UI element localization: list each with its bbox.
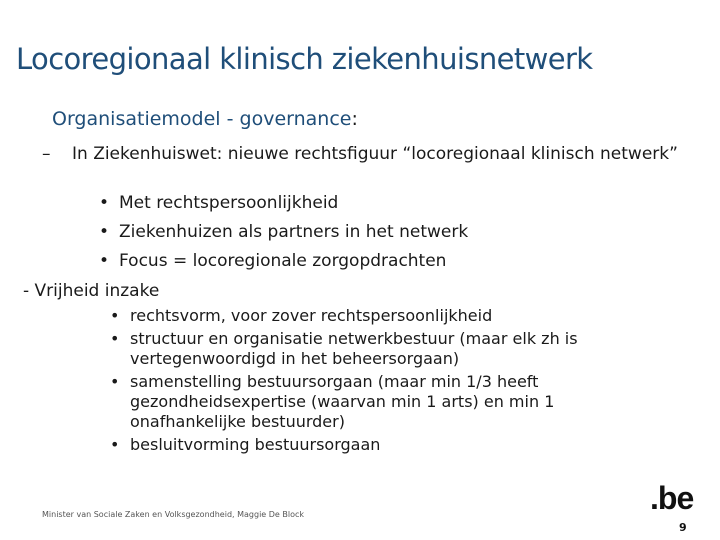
dash-marker: – — [42, 144, 51, 164]
point-1-item-text: Focus = locoregionale zorgopdrachten — [119, 251, 447, 271]
bullet-marker: • — [99, 193, 110, 213]
point-2-item-text: samenstelling bestuursorgaan (maar min 1/3 heeft gezondheidsexpertise (waarvan min 1 arts) en min 1 onafhankelijke bestuurder) — [130, 372, 555, 431]
bullet-marker: • — [99, 222, 110, 242]
point-1-item-text: Met rechtspersoonlijkheid — [119, 193, 339, 213]
subtitle-colon: : — [351, 108, 358, 130]
point-1-item-text: Ziekenhuizen als partners in het netwerk — [119, 222, 469, 242]
point-2-item — [110, 372, 630, 432]
bullet-marker: • — [110, 306, 120, 325]
point-1 — [42, 143, 702, 166]
point-2-item-text: structuur en organisatie netwerkbestuur (maar elk zh is vertegenwoordigd in het beheersorgaan) — [130, 329, 578, 368]
footer-credit: Minister van Sociale Zaken en Volksgezondheid, Maggie De Block — [42, 510, 305, 519]
point-2-item-text: besluitvorming bestuursorgaan — [130, 435, 381, 454]
bullet-marker: • — [110, 435, 120, 454]
bullet-marker: • — [99, 251, 110, 271]
bullet-marker: • — [110, 329, 120, 348]
point-1-item — [99, 192, 338, 215]
point-2-item — [110, 329, 630, 369]
point-2-item — [110, 306, 630, 326]
bullet-marker: • — [110, 372, 120, 391]
point-2-text: - Vrijheid inzake — [23, 281, 160, 301]
point-2-item-text: rechtsvorm, voor zover rechtspersoonlijkheid — [130, 306, 493, 325]
page-number: 9 — [679, 521, 687, 534]
slide-title: Locoregionaal klinisch ziekenhuisnetwerk — [16, 42, 593, 76]
point-1-item — [99, 250, 446, 273]
subtitle — [52, 108, 358, 130]
be-logo: .be — [650, 480, 694, 516]
subtitle-text: Organisatiemodel - governance — [52, 108, 352, 130]
point-1-text: In Ziekenhuiswet: nieuwe rechtsfiguur “locoregionaal klinisch netwerk” — [72, 144, 678, 164]
point-2-list — [110, 306, 630, 458]
point-2-item — [110, 435, 630, 455]
point-1-item — [99, 221, 468, 244]
